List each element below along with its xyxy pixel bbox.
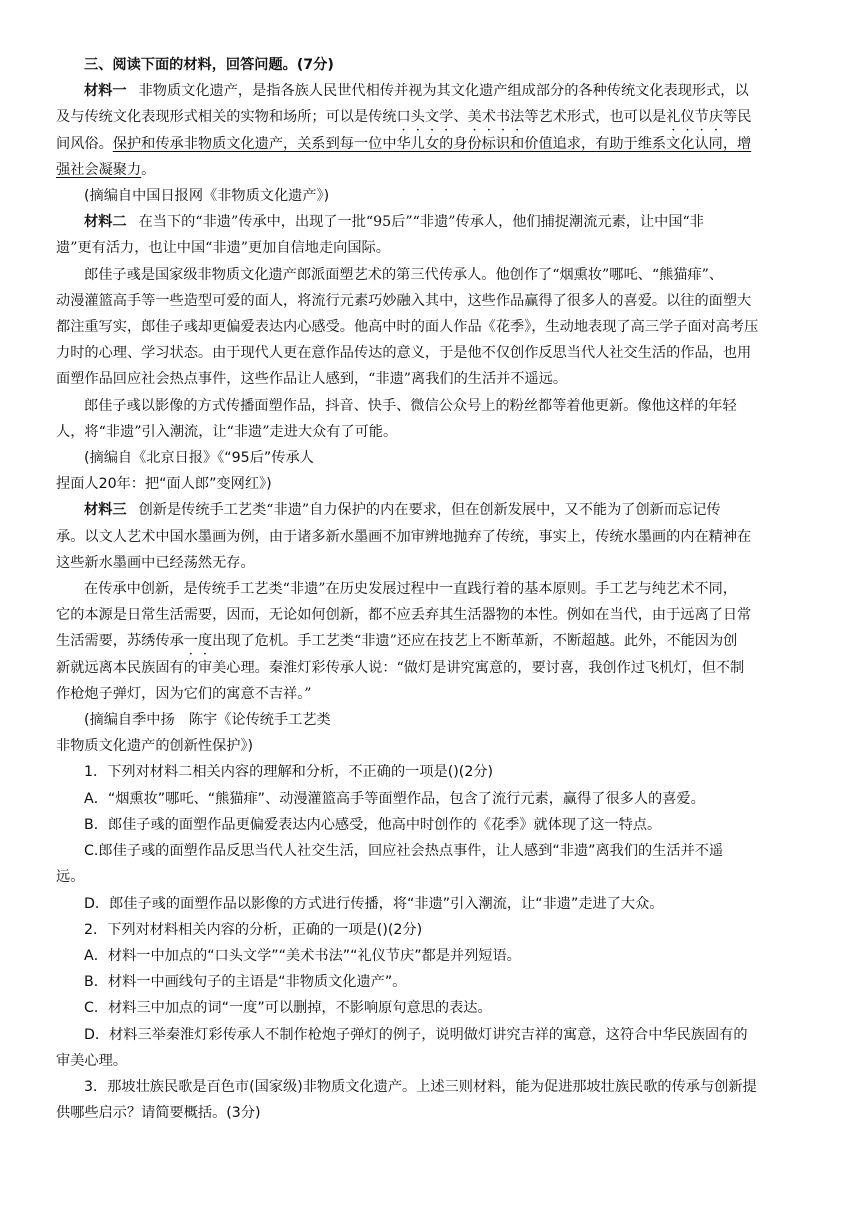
dotted-term-oral-literature: 口头文学 bbox=[396, 109, 454, 126]
material-1-line-2: 及与传统文化表现形式相关的实物和场所；可以是传统口头文学、美术书法等艺术形式，也可以是礼仪节庆等民 bbox=[56, 109, 752, 126]
material-3-line-1: 材料三 创新是传统手工艺类“非遗”自力保护的内在要求，但在创新发展中，又不能为了创新而忘记传 bbox=[84, 502, 721, 519]
material-2-line-1: 材料二 在当下的“非遗”传承中，出现了一批“95后”“非遗”传承人，他们捕捉潮流元素，让中国“非 bbox=[84, 214, 704, 231]
dotted-term-rituals-festivals: 礼仪节庆 bbox=[666, 109, 724, 126]
material-1-line-1: 材料一 非物质文化遗产，是指各族人民世代相传并视为其文化遗产组成部分的各种传统文化表现形式，以 bbox=[84, 83, 749, 100]
material-3-source-2: 非物质文化遗产的创新性保护》) bbox=[56, 738, 254, 755]
question-1-option-c: C.郎佳子彧的面塑作品反思当代人社交生活，回应社会热点事件，让人感到“非遗”离我们的生活并不遥 bbox=[84, 843, 724, 860]
material-3-p2-line-1: 在传承中创新，是传统手工艺类“非遗”在历史发展过程中一直践行着的基本原则。手工艺与纯艺术不同， bbox=[84, 581, 737, 598]
question-1-option-b: B．郎佳子彧的面塑作品更偏爱表达内心感受，他高中时创作的《花季》就体现了这一特点。 bbox=[84, 816, 662, 833]
material-3-source-1: (摘编自季中扬 陈宇《论传统手工艺类 bbox=[84, 712, 331, 729]
dotted-term-once: 一度 bbox=[183, 633, 213, 650]
question-3-line-1: 3．那坡壮族民歌是百色市(国家级)非物质文化遗产。上述三则材料，能为促进那坡壮族民歌的传承与创新提 bbox=[84, 1078, 757, 1095]
underlined-sentence-end: 强社会凝聚力 bbox=[56, 161, 142, 178]
material-3-p2-line-5: 作枪炮子弹灯，因为它们的寓意不吉祥。” bbox=[56, 685, 312, 702]
material-2-p2-line-1: 郎佳子彧是国家级非物质文化遗产郎派面塑艺术的第三代传承人。他创作了“烟熏妆”哪吒、“熊猫痱”、 bbox=[84, 266, 724, 283]
material-1-line-4: 强社会凝聚力。 bbox=[56, 161, 156, 178]
material-2-line-2: 遗”更有活力，也让中国“非遗”更加自信地走向国际。 bbox=[56, 240, 390, 257]
question-2-option-b: B．材料一中画线句子的主语是“非物质文化遗产”。 bbox=[84, 974, 407, 991]
material-2-p2-line-5: 面塑作品回应社会热点事件，这些作品让人感到，“非遗”离我们的生活并不遥远。 bbox=[56, 371, 568, 388]
material-3-label: 材料三 bbox=[84, 502, 127, 519]
question-2-stem: 2．下列对材料相关内容的分析，正确的一项是()(2分) bbox=[84, 921, 423, 938]
material-3-p2-line-4: 新就远离本民族固有的审美心理。秦淮灯彩传承人说：“做灯是讲究寓意的，要讨喜，我创作过飞机灯，但不制 bbox=[56, 659, 745, 676]
material-1-label: 材料一 bbox=[84, 83, 127, 100]
material-1-line-3: 间风俗。保护和传承非物质文化遗产，关系到每一位中华儿女的身份标识和价值追求，有助于维系文化认同，增 bbox=[56, 135, 752, 152]
question-1-stem: 1．下列对材料二相关内容的理解和分析，不正确的一项是()(2分) bbox=[84, 764, 494, 781]
material-3-line-3: 这些新水墨画中已经荡然无存。 bbox=[56, 554, 255, 571]
question-2-option-c: C．材料三中加点的词“一度”可以删掉，不影响原句意思的表达。 bbox=[84, 1000, 492, 1017]
material-2-p2-line-4: 力时的心理、学习状态。由于现代人更在意作品传达的意义，于是他不仅创作反思当代人社交生活的作品，也用 bbox=[56, 345, 752, 362]
section-heading: 三、阅读下面的材料，回答问题。(7分) bbox=[84, 57, 334, 73]
material-2-p3-line-1: 郎佳子彧以影像的方式传播面塑作品，抖音、快手、微信公众号上的粉丝都等着他更新。像他这样的年轻 bbox=[84, 397, 737, 414]
material-3-p2-line-3: 生活需要，苏绣传承一度出现了危机。手工艺类“非遗”还应在技艺上不断革新，不断超越。此外，不能因为创 bbox=[56, 633, 738, 650]
material-3-line-2: 承。以文人艺术中国水墨画为例，由于诸多新水墨画不加审辨地抛弃了传统，事实上，传统水墨画的内在精神在 bbox=[56, 528, 752, 545]
question-2-option-a: A．材料一中加点的“口头文学”“美术书法”“礼仪节庆”都是并列短语。 bbox=[84, 947, 521, 964]
material-3-p2-line-2: 它的本源是日常生活需要，因而，无论如何创新，都不应丢弃其生活器物的本性。例如在当代，由于远离了日常 bbox=[56, 607, 752, 624]
exam-page bbox=[56, 52, 808, 1126]
question-2-option-d: D．材料三举秦淮灯彩传承人不制作枪炮子弹灯的例子，说明做灯讲究吉祥的寓意，这符合中华民族固有的 bbox=[84, 1026, 748, 1043]
question-1-option-a: A．“烟熏妆”哪吒、“熊猫痱”、动漫灌篮高手等面塑作品，包含了流行元素，赢得了很多人的喜爱。 bbox=[84, 790, 705, 807]
question-1-option-d: D．郎佳子彧的面塑作品以影像的方式进行传播，将“非遗”引入潮流，让“非遗”走进了大众。 bbox=[84, 895, 664, 912]
material-2-source-1: (摘编自《北京日报》《“95后”传承人 bbox=[84, 450, 314, 467]
question-3-line-2: 供哪些启示？请简要概括。(3分) bbox=[56, 1105, 261, 1122]
question-1-option-c-cont: 远。 bbox=[56, 869, 85, 886]
material-2-p2-line-3: 都注重写实，郎佳子彧却更偏爱表达内心感受。他高中时的面人作品《花季》，生动地表现了高三学子面对高考压 bbox=[56, 319, 759, 336]
material-2-p2-line-2: 动漫灌篮高手等一些造型可爱的面人，将流行元素巧妙融入其中，这些作品赢得了很多人的喜爱。以往的面塑大 bbox=[56, 292, 752, 309]
material-2-p3-line-2: 人，将“非遗”引入潮流，让“非遗”走进大众有了可能。 bbox=[56, 423, 398, 440]
underlined-sentence: 保护和传承非物质文化遗产，关系到每一位中华儿女的身份标识和价值追求，有助于维系文化认同，增 bbox=[112, 135, 752, 152]
material-2-label: 材料二 bbox=[84, 214, 127, 231]
material-1-source: (摘编自中国日报网《非物质文化遗产》) bbox=[84, 188, 330, 205]
question-2-option-d-cont: 审美心理。 bbox=[56, 1052, 127, 1069]
dotted-term-art-calligraphy: 美术书法 bbox=[467, 109, 525, 126]
material-2-source-2: 捏面人20年：把“面人郎”变网红》) bbox=[56, 476, 272, 493]
